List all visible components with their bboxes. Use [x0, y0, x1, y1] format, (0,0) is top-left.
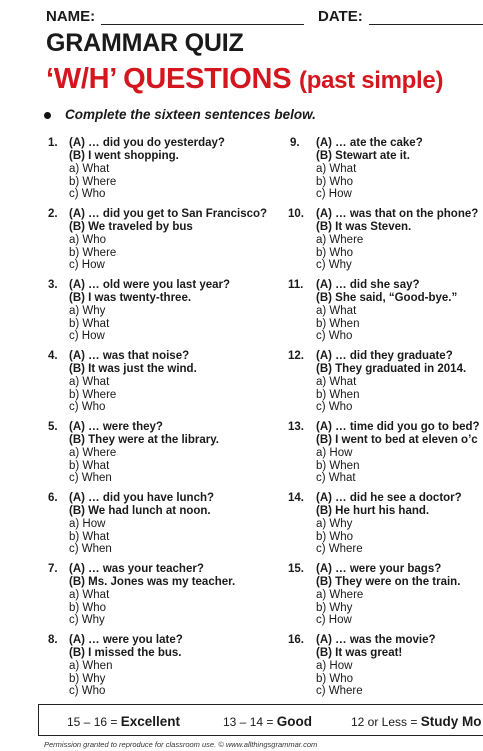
- question-answer: (B) I was twenty-three.: [69, 292, 192, 304]
- answer-option[interactable]: b) What: [69, 317, 110, 330]
- answer-option[interactable]: a) Where: [316, 589, 364, 601]
- question-answer: (B) We had lunch at noon.: [69, 505, 211, 517]
- answer-option[interactable]: b) Who: [316, 530, 354, 543]
- answer-option[interactable]: b) Why: [69, 672, 106, 685]
- answer-option[interactable]: c) What: [316, 472, 356, 485]
- question-number: 8.: [48, 634, 58, 646]
- question-number: 3.: [48, 279, 58, 291]
- question-prompt: (A) … did you have lunch?: [69, 492, 215, 504]
- question-number: 15.: [288, 563, 304, 575]
- question-answer: (B) It was just the wind.: [69, 363, 197, 375]
- answer-option[interactable]: a) How: [316, 447, 353, 459]
- answer-option[interactable]: a) What: [316, 305, 357, 317]
- question-prompt: (A) … old were you last year?: [69, 279, 231, 291]
- permission-note: Permission granted to reproduce for classroom use. © www.allthingsgrammar.com: [44, 740, 318, 749]
- answer-option[interactable]: c) Who: [69, 401, 106, 414]
- answer-option[interactable]: b) When: [316, 388, 360, 401]
- answer-option[interactable]: a) Who: [69, 234, 107, 246]
- answer-option[interactable]: a) Why: [316, 518, 353, 530]
- question-answer: (B) He hurt his hand.: [316, 505, 430, 517]
- answer-option[interactable]: c) How: [316, 188, 352, 201]
- answer-option[interactable]: b) When: [316, 317, 360, 330]
- question-number: 1.: [48, 137, 58, 149]
- answer-option[interactable]: b) When: [316, 459, 360, 472]
- question-prompt: (A) … did he see a doctor?: [316, 492, 462, 504]
- answer-option[interactable]: a) When: [69, 660, 113, 672]
- answer-option[interactable]: b) Who: [316, 672, 354, 685]
- question-number: 4.: [48, 350, 58, 362]
- answer-option[interactable]: b) Why: [316, 601, 353, 614]
- question-number: 14.: [288, 492, 304, 504]
- answer-option[interactable]: a) What: [316, 163, 357, 175]
- question-prompt: (A) … ate the cake?: [316, 137, 423, 149]
- answer-option[interactable]: b) Where: [69, 388, 117, 401]
- date-label: DATE:: [318, 8, 363, 25]
- answer-option[interactable]: b) Where: [69, 175, 117, 188]
- answer-option[interactable]: b) Who: [69, 601, 107, 614]
- question-answer: (B) It was Steven.: [316, 221, 412, 233]
- question-number: 7.: [48, 563, 58, 575]
- question-number: 11.: [288, 279, 304, 291]
- name-blank-line: [101, 24, 304, 25]
- title-sub: (past simple): [299, 67, 444, 94]
- question-number: 12.: [288, 350, 304, 362]
- question-prompt: (A) … were you late?: [69, 634, 183, 646]
- question-number: 9.: [290, 137, 300, 149]
- answer-option[interactable]: c) How: [316, 614, 352, 627]
- answer-option[interactable]: a) Where: [69, 447, 117, 459]
- answer-option[interactable]: a) What: [316, 376, 357, 388]
- answer-option[interactable]: a) What: [69, 376, 110, 388]
- question-prompt: (A) … was that noise?: [69, 350, 190, 362]
- question-answer: (B) They were at the library.: [69, 434, 219, 446]
- question-number: 16.: [288, 634, 304, 646]
- question-prompt: (A) … did she say?: [316, 279, 420, 291]
- score-study-more: [351, 714, 481, 729]
- question-number: 5.: [48, 421, 58, 433]
- answer-option[interactable]: a) Why: [69, 305, 106, 317]
- answer-option[interactable]: c) Who: [316, 401, 353, 414]
- name-label: NAME:: [46, 8, 96, 25]
- question-answer: (B) They were on the train.: [316, 576, 461, 588]
- date-blank-line: [369, 24, 483, 25]
- header: [46, 6, 483, 26]
- question-prompt: (A) … did they graduate?: [316, 350, 453, 362]
- score-label: Study Mo: [420, 714, 482, 729]
- question-prompt: (A) … did you get to San Francisco?: [69, 208, 268, 220]
- answer-option[interactable]: b) What: [69, 459, 110, 472]
- question-number: 2.: [48, 208, 58, 220]
- answer-option[interactable]: c) Why: [69, 614, 105, 627]
- question-prompt: (A) … was that on the phone?: [316, 208, 479, 220]
- answer-option[interactable]: a) Where: [316, 234, 364, 246]
- score-label: Excellent: [120, 714, 181, 729]
- question-answer: (B) She said, “Good-bye.”: [316, 292, 458, 304]
- question-prompt: (A) … were your bags?: [316, 563, 442, 575]
- question-prompt: (A) … was the movie?: [316, 634, 436, 646]
- score-range: 12 or Less =: [351, 715, 418, 729]
- answer-option[interactable]: b) Where: [69, 246, 117, 259]
- instruction-text: Complete the sixteen sentences below.: [65, 107, 316, 122]
- question-prompt: (A) … were they?: [69, 421, 163, 433]
- score-range: 15 – 16 =: [67, 715, 118, 729]
- score-label: Good: [276, 714, 312, 729]
- question-answer: (B) They graduated in 2014.: [316, 363, 467, 375]
- answer-option[interactable]: c) When: [69, 543, 112, 556]
- answer-option[interactable]: c) Who: [69, 188, 106, 201]
- score-excellent: [67, 714, 180, 729]
- question-prompt: (A) … did you do yesterday?: [69, 137, 225, 149]
- question-answer: (B) I went to bed at eleven o’c: [316, 434, 478, 446]
- question-number: 10.: [288, 208, 304, 220]
- bullet-icon: [44, 112, 51, 119]
- answer-option[interactable]: c) Where: [316, 543, 363, 556]
- question-answer: (B) We traveled by bus: [69, 221, 193, 233]
- answer-option[interactable]: a) How: [316, 660, 353, 672]
- answer-option[interactable]: c) Who: [69, 685, 106, 698]
- answer-option[interactable]: c) Why: [316, 259, 352, 272]
- answer-option[interactable]: c) How: [69, 259, 105, 272]
- answer-option[interactable]: c) Where: [316, 685, 363, 698]
- question-answer: (B) I went shopping.: [69, 150, 179, 162]
- answer-option[interactable]: c) Who: [316, 330, 353, 343]
- title-main: ‘W/H’ QUESTIONS: [46, 63, 292, 95]
- question-prompt: (A) … was your teacher?: [69, 563, 204, 575]
- question-number: 6.: [48, 492, 58, 504]
- question-prompt: (A) … time did you go to bed?: [316, 421, 480, 433]
- quiz-title: GRAMMAR QUIZ: [46, 29, 244, 57]
- question-number: 13.: [288, 421, 304, 433]
- answer-option[interactable]: b) What: [69, 530, 110, 543]
- score-range: 13 – 14 =: [223, 715, 274, 729]
- answer-option[interactable]: a) How: [69, 518, 106, 530]
- answer-option[interactable]: a) What: [69, 163, 110, 175]
- score-good: [223, 714, 312, 729]
- score-box: [38, 704, 483, 736]
- page-title: [46, 63, 443, 96]
- answer-option[interactable]: a) What: [69, 589, 110, 601]
- answer-option[interactable]: c) How: [69, 330, 105, 343]
- answer-option[interactable]: b) Who: [316, 246, 354, 259]
- question-answer: (B) I missed the bus.: [69, 647, 182, 659]
- answer-option[interactable]: c) When: [69, 472, 112, 485]
- question-answer: (B) It was great!: [316, 647, 403, 659]
- question-answer: (B) Stewart ate it.: [316, 150, 410, 162]
- question-answer: (B) Ms. Jones was my teacher.: [69, 576, 236, 588]
- answer-option[interactable]: b) Who: [316, 175, 354, 188]
- instruction: [44, 107, 316, 122]
